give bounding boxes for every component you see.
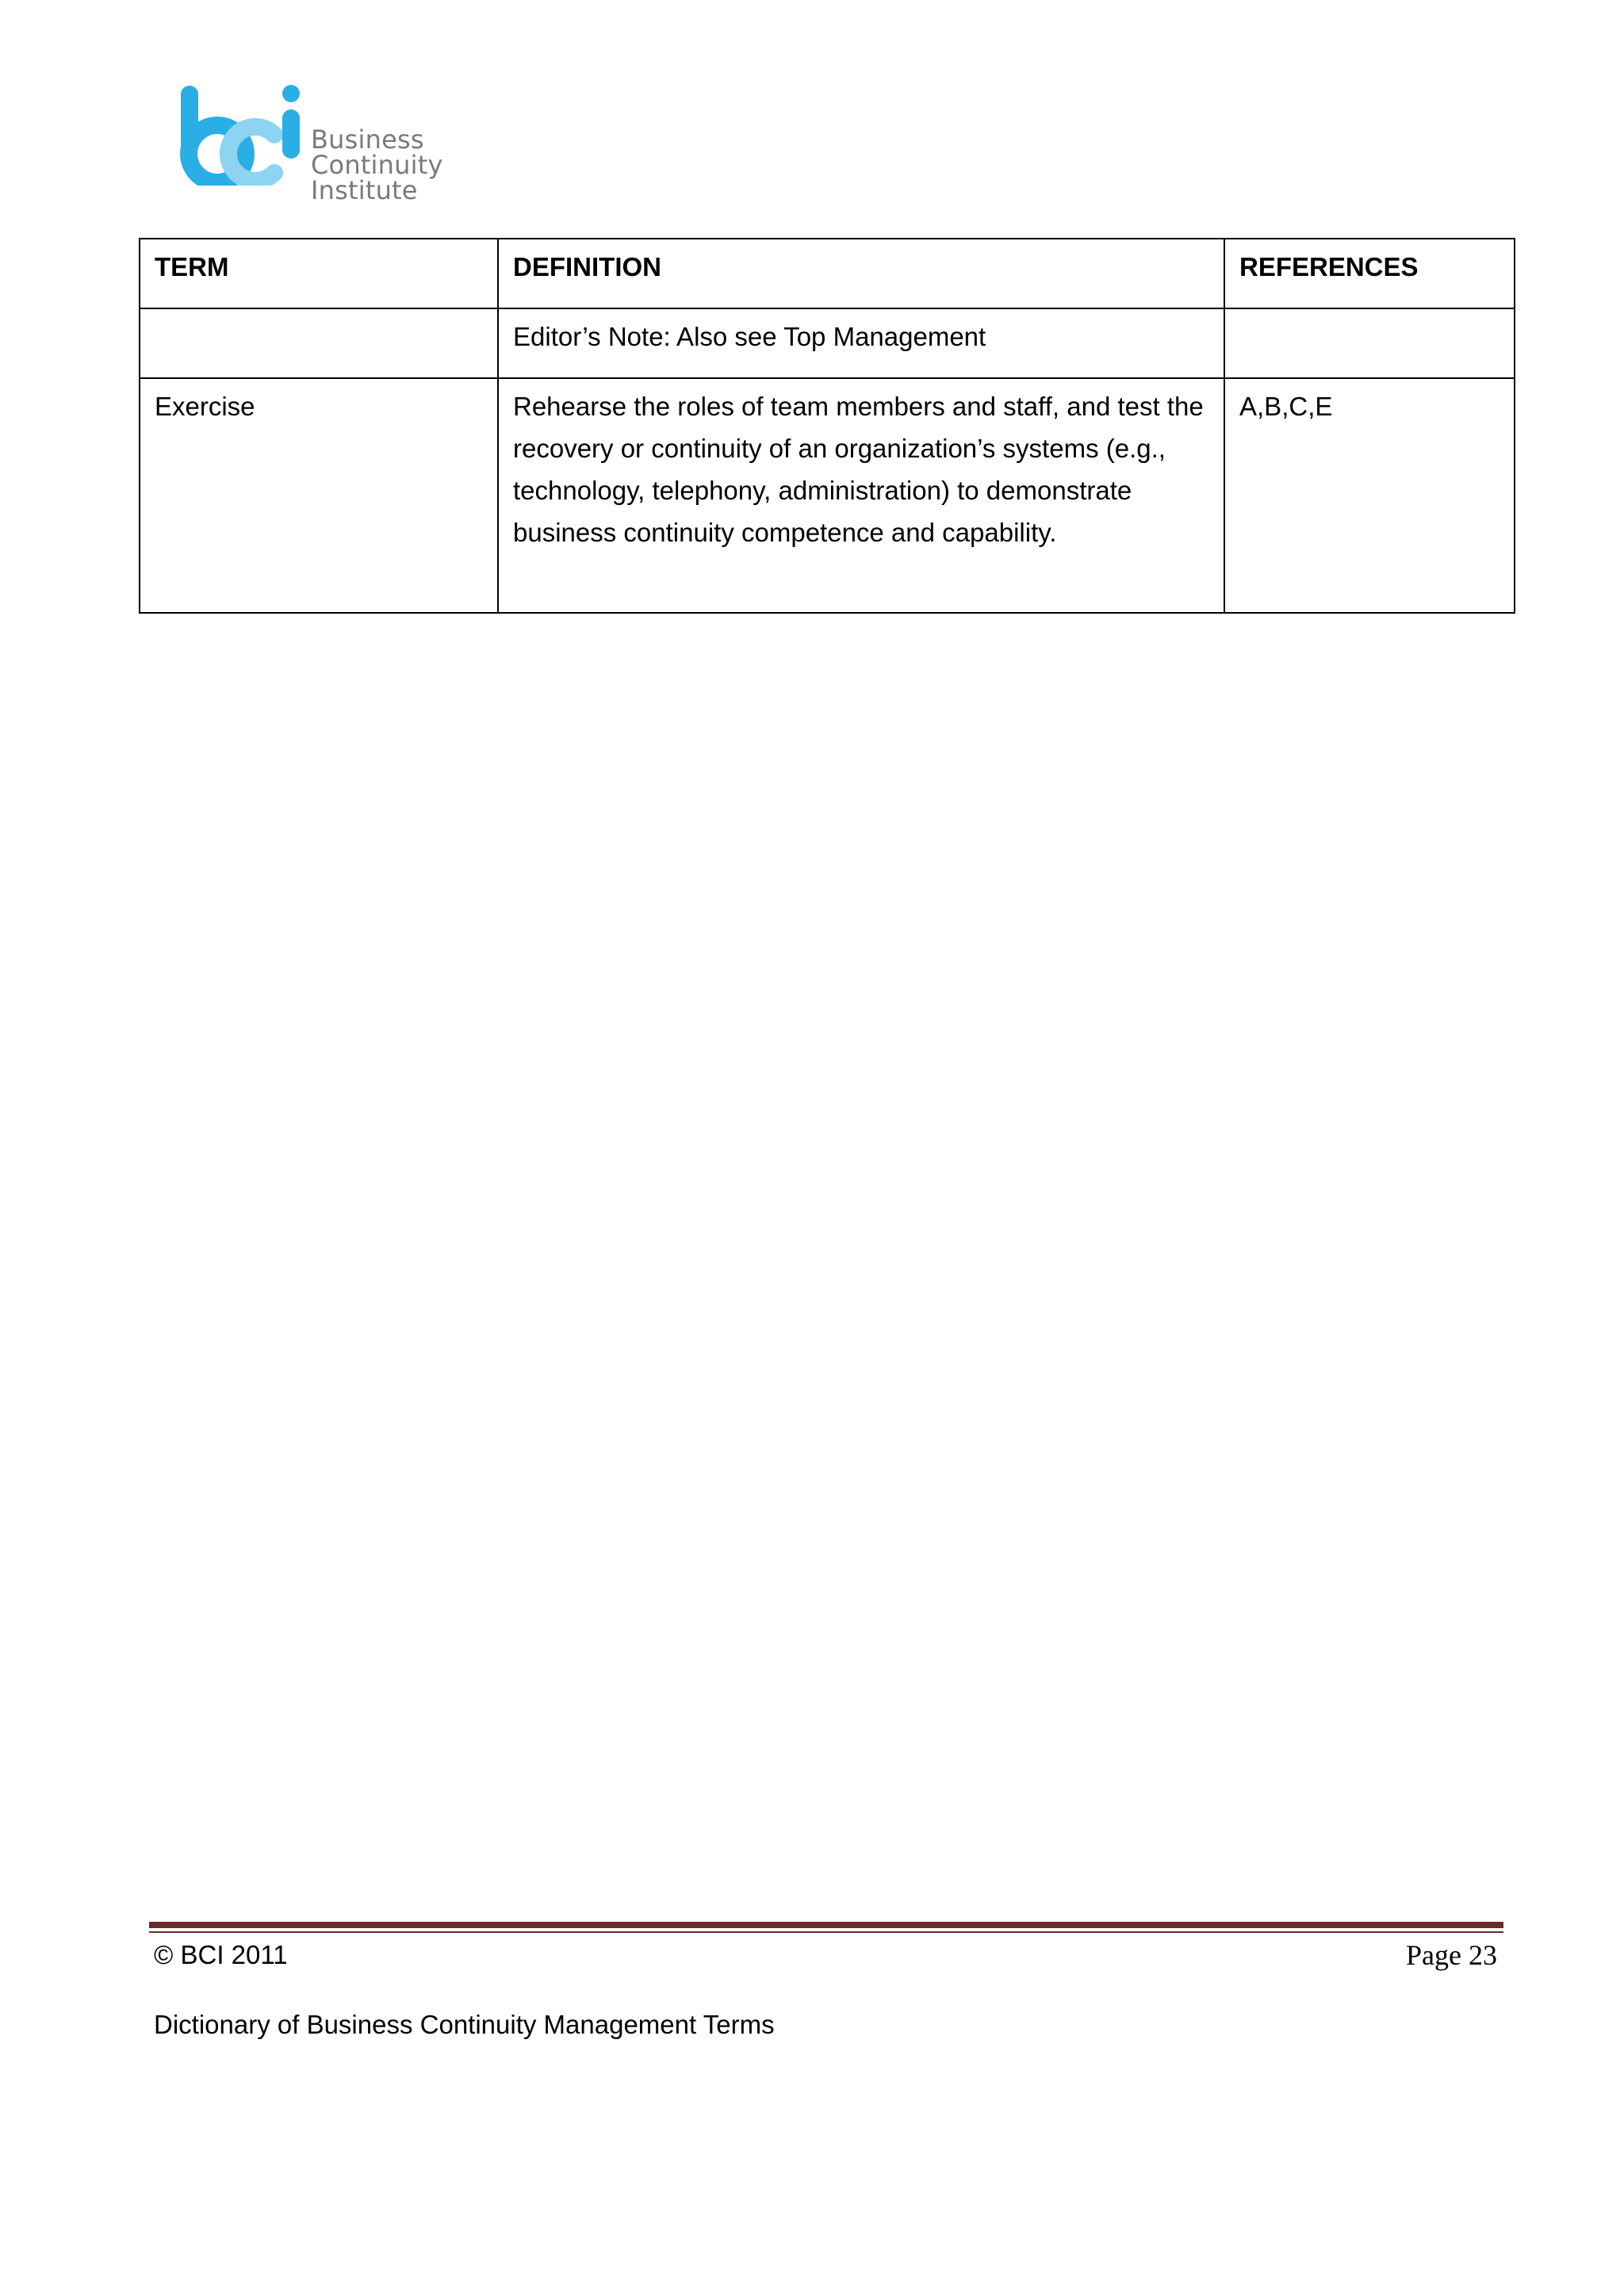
bci-logo [179,82,560,205]
logo-name-line1: Business Continuity [311,124,443,180]
references-cell: A,B,C,E [1224,378,1515,613]
table-row [140,378,1515,613]
references-cell [1224,308,1515,378]
footer-divider [149,1922,1503,1928]
footer-divider-thin [149,1931,1503,1933]
table-row [140,308,1515,378]
header-definition: DEFINITION [498,239,1224,308]
page-number: Page 23 [1406,1939,1497,1971]
definition-cell: Editor’s Note: Also see Top Management [498,308,1224,378]
logo-name-line2: Institute [311,175,418,205]
bci-logo-mark-icon [179,82,306,186]
footer-document-title: Dictionary of Business Continuity Management Terms [154,2010,775,2039]
definition-cell: Rehearse the roles of team members and staff, and test the recovery or continuity of an organization’s systems (e.g., technology, telephony, administration) to demonstrate business continuity competence and capability. [498,378,1224,613]
header-references: REFERENCES [1224,239,1515,308]
footer-copyright: © BCI 2011 [154,1940,288,1969]
logo-wordmark [311,124,560,205]
table-header-row [140,239,1515,308]
term-cell: Exercise [140,378,498,613]
header-term: TERM [140,239,498,308]
term-cell [140,308,498,378]
terms-table [139,238,1515,614]
